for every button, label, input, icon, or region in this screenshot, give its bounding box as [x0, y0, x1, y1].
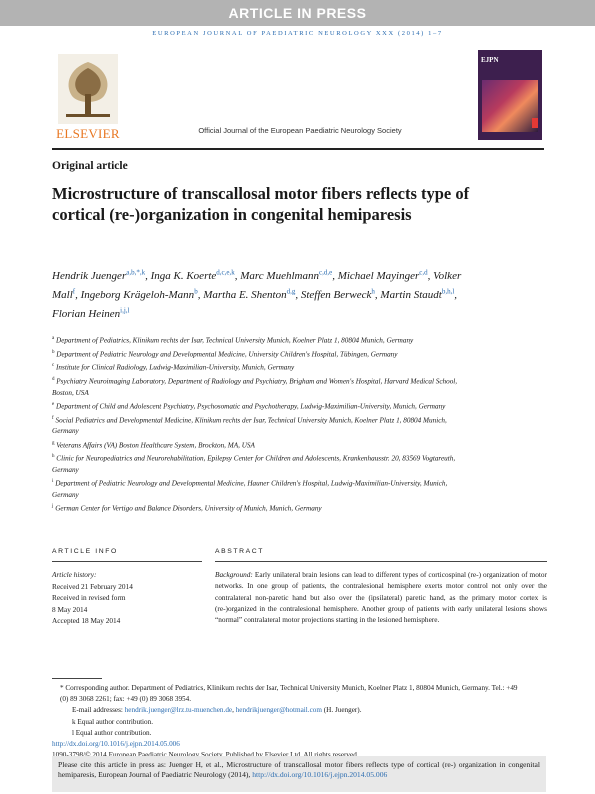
affiliation: [52, 451, 472, 476]
author-name: Steffen Berweck: [300, 288, 372, 301]
author-name: Ingeborg Krägeloh-Mann: [80, 288, 195, 301]
author: [52, 270, 148, 282]
author-name: Marc Muehlmann: [240, 269, 319, 282]
author-name: Michael Mayinger: [337, 269, 420, 282]
article-in-press-banner: ARTICLE IN PRESS: [0, 0, 595, 26]
history-line: Received in revised form: [52, 593, 126, 602]
author: [380, 289, 457, 301]
affiliation-text: Veterans Affairs (VA) Boston Healthcare System, Brockton, MA, USA: [56, 441, 255, 450]
affiliation-text: Department of Pediatrics, Klinikum rechts der Isar, Technical University Munich, Koelner Platz 1, 80804 Munich, Germany: [56, 336, 414, 345]
author-affiliation-marks[interactable]: b: [194, 287, 198, 296]
email-separator: ,: [232, 706, 236, 715]
affiliation: [52, 333, 472, 347]
affiliation: [52, 374, 472, 399]
affiliation-text: Psychiatry Neuroimaging Laboratory, Department of Radiology and Psychiatry, Brigham and Women's Hospital, Harvard Medical School, Boston, USA: [52, 377, 458, 397]
history-label: Article history:: [52, 570, 97, 579]
equal-contribution-note-k: k Equal author contribution.: [72, 717, 154, 726]
author-affiliation-marks[interactable]: d,c,e,k: [216, 268, 235, 276]
author-affiliation-marks[interactable]: d,g: [286, 287, 296, 296]
abstract-label: Background:: [215, 570, 253, 579]
cover-mark: [532, 118, 538, 128]
elsevier-logo: [52, 54, 124, 142]
journal-line: Official Journal of the European Paediatric Neurology Society: [198, 126, 402, 135]
affiliation: [52, 438, 472, 452]
history-line: 8 May 2014: [52, 604, 88, 614]
affiliation: [52, 501, 472, 515]
affiliation: [52, 399, 472, 413]
author-affiliation-marks[interactable]: i,j,l: [120, 306, 130, 315]
author-affiliation-marks[interactable]: f: [72, 287, 76, 296]
author-affiliation-marks[interactable]: h: [371, 287, 375, 296]
author-affiliation-marks[interactable]: a,b,*,k: [126, 268, 146, 276]
equal-contribution-note-l: l Equal author contribution.: [72, 728, 152, 737]
author-name: Volker Mall: [52, 269, 462, 301]
affiliation: [52, 413, 472, 438]
affiliation-text: German Center for Vertigo and Balance Disorders, University of Munich, Munich, Germany: [55, 504, 322, 513]
author-name: Martin Staudt: [380, 288, 442, 301]
article-history: [52, 569, 202, 627]
citation-text: Please cite this article in press as: Juenger H, et al., Microstructure of transcallosal motor fibers reflects type of cortical (re-) organization in congenital hemiparesis, European Journal of Paediatric Neurology (2014),: [58, 760, 540, 779]
article-type: Original article: [52, 160, 128, 172]
footnote-rule: [52, 678, 102, 679]
author-name: Martha E. Shenton: [203, 288, 287, 301]
doi-link[interactable]: http://dx.doi.org/10.1016/j.ejpn.2014.05.006: [52, 740, 180, 749]
publisher-name: ELSEVIER: [56, 126, 120, 141]
article-info-heading: ARTICLE INFO: [52, 548, 118, 555]
affiliation: [52, 476, 472, 501]
cover-image: [482, 80, 538, 132]
header-rule: [52, 148, 544, 150]
author-separator: ,: [332, 269, 335, 282]
affiliation-mark: f: [52, 415, 54, 421]
citation-doi-link[interactable]: http://dx.doi.org/10.1016/j.ejpn.2014.05.006: [252, 770, 388, 779]
author-affiliation-marks[interactable]: b,h,l: [441, 287, 455, 296]
author-affiliation-marks[interactable]: c,d,e: [318, 268, 333, 276]
author-separator: ,: [427, 269, 431, 282]
author-name: Inga K. Koerte: [150, 269, 217, 282]
affiliation: [52, 347, 472, 361]
footnotes: [52, 683, 522, 761]
tree-icon: [58, 54, 118, 124]
affiliation-mark: d: [52, 377, 55, 383]
affiliation-mark: h: [52, 454, 55, 460]
article-title: Microstructure of transcallosal motor fibers reflects type of cortical (re-)organization in congenital hemiparesis: [52, 184, 470, 224]
abstract-rule: [215, 561, 547, 562]
author-separator: ,: [374, 288, 378, 301]
author-separator: ,: [454, 288, 458, 301]
author: [52, 308, 129, 320]
affiliation-text: Department of Child and Adolescent Psychiatry, Psychosomatic and Psychotherapy, Ludwig-Maximilian-University, Munich, Germany: [56, 402, 446, 411]
affiliation-text: Department of Pediatric Neurology and Developmental Medicine, Hauner Children's Hospital, Ludwig-Maximilian-University, Munich, Germany: [52, 479, 448, 500]
article-info-rule: [52, 561, 202, 562]
cover-title: EJPN: [481, 56, 499, 64]
affiliation-mark: g: [52, 440, 55, 446]
affiliation-text: Institute for Clinical Radiology, Ludwig-Maximilian-University, Munich, Germany: [56, 363, 295, 372]
affiliation-text: Clinic for Neuropediatrics and Neurorehabilitation, Epilepsy Center for Children and Adolescents, Krankenhausstr. 20, 83569 Vogtareuth, Germany: [52, 454, 456, 475]
email-label: E-mail addresses:: [72, 706, 125, 715]
author-name: Hendrik Juenger: [52, 269, 127, 282]
affiliation: [52, 360, 472, 374]
affiliation-mark: a: [52, 336, 55, 341]
author: [81, 289, 201, 301]
affiliations: [52, 333, 472, 515]
affiliation-text: Social Pediatrics and Developmental Medicine, Klinikum rechts der Isar, Technical University Munich, Koelner Platz 1, 80804 Munich, Germany: [52, 416, 447, 436]
affiliation-mark: e: [52, 402, 55, 408]
email-link-1[interactable]: hendrik.juenger@lrz.tu-muenchen.de: [124, 706, 233, 715]
abstract-text: Early unilateral brain lesions can lead to different types of corticospinal (re-) organization of motor networks. In one group of patients, the contralesional hemisphere exerts motor control not only over the contralateral non-paretic hand but also over the (ipsilateral) paretic hand, as the primary motor cortex is (re-)organized in the contralesional hemisphere. Another group of patients with early unilateral lesions shows “normal” contralateral motor projections starting in the lesioned hemisphere.: [215, 570, 547, 625]
author: [203, 289, 298, 301]
author-name: Florian Heinen: [52, 307, 121, 320]
author: [338, 270, 431, 282]
email-link-2[interactable]: hendrikjuenger@hotmail.com: [235, 706, 322, 715]
history-line: Received 21 February 2014: [52, 581, 133, 591]
author-separator: ,: [197, 288, 201, 301]
affiliation-mark: j: [52, 504, 54, 510]
affiliation-mark: c: [52, 363, 55, 369]
corresponding-author-note: * Corresponding author. Department of Pediatrics, Klinikum rechts der Isar, Technical University Munich, Koelner Platz 1, 80804 Munich, Germany. Tel.: +49 (0) 89 3068 2261; fax: +49 (0) 89 3068 3954.: [60, 684, 518, 704]
author-separator: ,: [75, 288, 78, 301]
author-separator: ,: [234, 269, 238, 282]
author-list: [52, 265, 472, 322]
author: [301, 289, 378, 301]
author-separator: ,: [295, 288, 299, 301]
affiliation-mark: b: [52, 349, 55, 355]
journal-cover: [478, 50, 542, 140]
abstract-body: [215, 569, 547, 625]
author-affiliation-marks[interactable]: c,d: [419, 268, 428, 276]
affiliation-text: Department of Pediatric Neurology and Developmental Medicine, University Children's Hospital, Tübingen, Germany: [56, 350, 398, 359]
history-line: Accepted 18 May 2014: [52, 616, 121, 625]
citation-box: [52, 756, 546, 792]
abstract-heading: ABSTRACT: [215, 548, 265, 555]
affiliation-mark: i: [52, 479, 54, 485]
email-note: [52, 705, 522, 716]
author: [240, 270, 335, 282]
author-separator: ,: [145, 269, 148, 282]
running-header: EUROPEAN JOURNAL OF PAEDIATRIC NEUROLOGY XXX (2014) 1–7: [152, 30, 443, 37]
email-suffix: (H. Juenger).: [321, 706, 362, 715]
author: [151, 270, 238, 282]
